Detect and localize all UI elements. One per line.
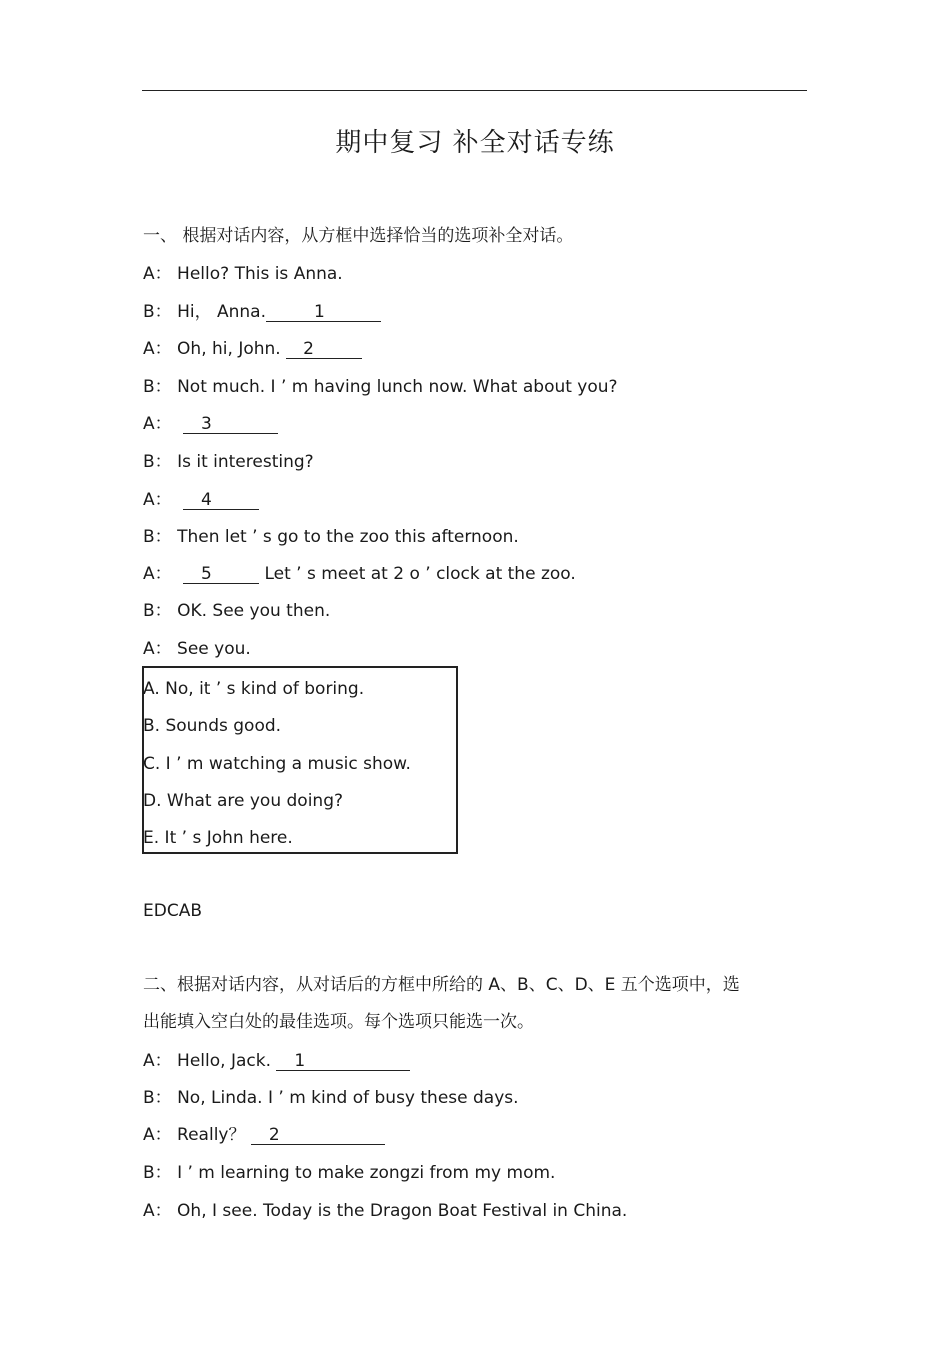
dialogue-text: Hello, Jack.: [177, 1051, 277, 1071]
dialogue-line: [143, 452, 314, 472]
speaker: A：: [143, 1125, 172, 1145]
speaker: B：: [143, 527, 172, 547]
blank-number: 2: [268, 1125, 280, 1145]
dialogue-line: [143, 1163, 555, 1183]
section1-heading: 一、 根据对话内容，从方框中选择恰当的选项补全对话。: [143, 226, 574, 246]
dialogue-text: OK. See you then.: [177, 601, 331, 621]
dialogue-line: [143, 339, 362, 359]
answer-key: EDCAB: [143, 901, 202, 921]
dialogue-line: [143, 527, 519, 547]
answer-blank: [183, 415, 278, 434]
answer-blank: [183, 565, 259, 584]
blank-number: 3: [201, 414, 212, 434]
dialogue-text: Not much. I ’ m having lunch now. What about you?: [177, 377, 618, 397]
answer-blank: [276, 1052, 410, 1071]
dialogue-line: [143, 639, 251, 659]
blank-number: 1: [294, 1051, 306, 1071]
speaker: B：: [143, 1088, 172, 1108]
speaker: B：: [143, 377, 172, 397]
option-a: A. No, it ’ s kind of boring.: [143, 679, 365, 699]
dialogue-text: Let ’ s meet at 2 o ’ clock at the zoo.: [259, 564, 576, 584]
blank-number: 5: [201, 564, 212, 584]
speaker: A：: [143, 414, 172, 434]
page-title: 期中复习 补全对话专练: [335, 128, 615, 158]
dialogue-text: Then let ’ s go to the zoo this afternoon.: [177, 527, 519, 547]
answer-blank: [183, 491, 259, 510]
dialogue-line: [143, 264, 343, 284]
option-b: B. Sounds good.: [143, 716, 282, 736]
dialogue-text: Oh, hi, John.: [177, 339, 287, 359]
speaker: A：: [143, 564, 172, 584]
option-d: D. What are you doing?: [143, 791, 344, 811]
speaker: A：: [143, 490, 172, 510]
dialogue-line: [143, 414, 278, 434]
speaker: A：: [143, 339, 172, 359]
dialogue-line: [143, 601, 330, 621]
speaker: B：: [143, 1163, 172, 1183]
dialogue-line: [143, 564, 576, 584]
section2-heading: 二、根据对话内容，从对话后的方框中所给的 A、B、C、D、E 五个选项中，选: [143, 975, 740, 995]
blank-number: 2: [303, 339, 314, 359]
dialogue-line: [143, 1051, 410, 1071]
blank-number: 4: [201, 490, 212, 510]
dialogue-line: [143, 490, 259, 510]
blank-number: 1: [314, 302, 325, 322]
dialogue-text: Really？: [177, 1125, 251, 1145]
dialogue-line: [143, 1088, 519, 1108]
dialogue-text: No, Linda. I ’ m kind of busy these days.: [177, 1088, 519, 1108]
speaker: A：: [143, 1201, 172, 1221]
speaker: A：: [143, 264, 172, 284]
dialogue-text: Hi， Anna.: [177, 302, 266, 322]
speaker: B：: [143, 601, 172, 621]
dialogue-text: Hello? This is Anna.: [177, 264, 343, 284]
dialogue-text: Oh, I see. Today is the Dragon Boat Festival in China.: [177, 1201, 628, 1221]
dialogue-text: Is it interesting?: [177, 452, 314, 472]
dialogue-text: I ’ m learning to make zongzi from my mom.: [177, 1163, 556, 1183]
answer-blank: [266, 303, 381, 322]
answer-blank: [251, 1126, 385, 1145]
dialogue-text: See you.: [177, 639, 251, 659]
dialogue-line: [143, 377, 618, 397]
section2-heading-cont: 出能填入空白处的最佳选项。每个选项只能选一次。: [143, 1012, 534, 1032]
answer-blank: [286, 340, 362, 359]
speaker: A：: [143, 1051, 172, 1071]
dialogue-line: [143, 1201, 627, 1221]
dialogue-line: [143, 1125, 385, 1145]
speaker: B：: [143, 302, 172, 322]
dialogue-line: [143, 302, 381, 322]
option-c: C. I ’ m watching a music show.: [143, 754, 411, 774]
speaker: A：: [143, 639, 172, 659]
speaker: B：: [143, 452, 172, 472]
option-e: E. It ’ s John here.: [143, 828, 293, 848]
header-rule: [142, 90, 807, 91]
